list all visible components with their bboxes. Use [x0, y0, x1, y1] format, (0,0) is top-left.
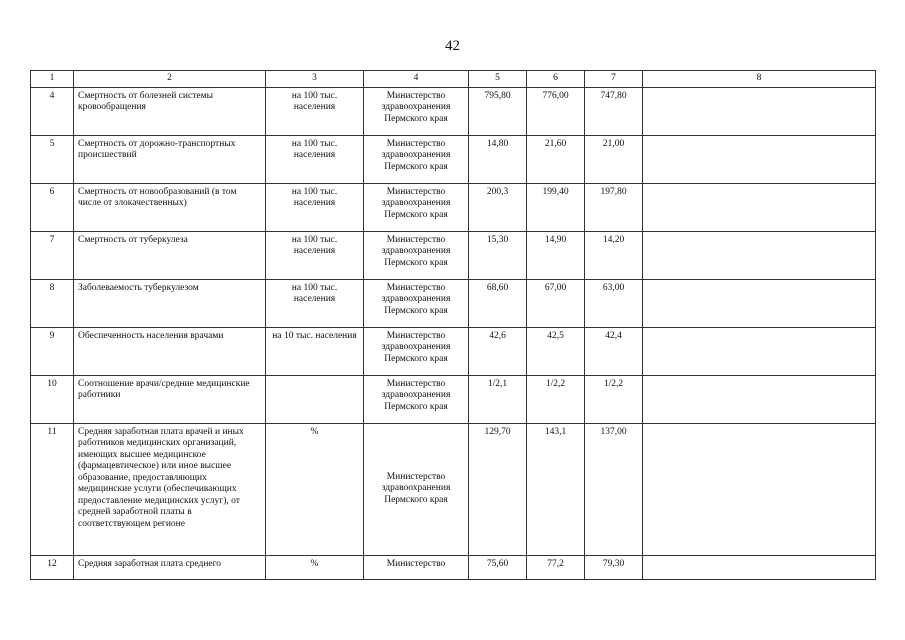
- col-header-4: 4: [364, 71, 469, 88]
- indicator-name: Смертность от дорожно-транспортных происшествий: [74, 135, 266, 183]
- value-col5: 129,70: [469, 423, 527, 555]
- row-number: 5: [31, 135, 74, 183]
- value-col5: 15,30: [469, 231, 527, 279]
- value-col7: 1/2,2: [585, 375, 643, 423]
- value-col7: 42,4: [585, 327, 643, 375]
- value-col6: 14,90: [527, 231, 585, 279]
- note-cell: [643, 423, 876, 555]
- value-col6: 1/2,2: [527, 375, 585, 423]
- table-row: [31, 327, 876, 375]
- col-header-3: 3: [266, 71, 364, 88]
- indicator-name: Средняя заработная плата врачей и иных работников медицинских организаций, имеющих высшее медицинское (фармацевтическое) или иное высшее образование, предоставляющих медицинские услуги (обеспечивающих предоставление медицинских услуг), от средней заработной платы в соответствующем регионе: [74, 423, 266, 555]
- row-number: 7: [31, 231, 74, 279]
- table-row: [31, 183, 876, 231]
- unit-cell: %: [266, 423, 364, 555]
- responsible-org: Министерство: [364, 555, 469, 579]
- row-number: 4: [31, 87, 74, 135]
- note-cell: [643, 555, 876, 579]
- responsible-org: Министерство здравоохранения Пермского края: [364, 231, 469, 279]
- value-col7: 747,80: [585, 87, 643, 135]
- value-col5: 1/2,1: [469, 375, 527, 423]
- responsible-org: Министерство здравоохранения Пермского края: [364, 183, 469, 231]
- row-number: 8: [31, 279, 74, 327]
- value-col5: 200,3: [469, 183, 527, 231]
- table-row: [31, 87, 876, 135]
- note-cell: [643, 135, 876, 183]
- unit-cell: на 100 тыс. населения: [266, 87, 364, 135]
- value-col6: 67,00: [527, 279, 585, 327]
- table-row: [31, 279, 876, 327]
- value-col7: 79,30: [585, 555, 643, 579]
- value-col6: 143,1: [527, 423, 585, 555]
- value-col6: 21,60: [527, 135, 585, 183]
- note-cell: [643, 183, 876, 231]
- unit-cell: на 100 тыс. населения: [266, 279, 364, 327]
- page-number: 42: [445, 38, 460, 54]
- value-col5: 14,80: [469, 135, 527, 183]
- unit-cell: %: [266, 555, 364, 579]
- header-row: [31, 71, 876, 88]
- col-header-7: 7: [585, 71, 643, 88]
- note-cell: [643, 231, 876, 279]
- table-row: [31, 375, 876, 423]
- table-row: [31, 135, 876, 183]
- value-col6: 77,2: [527, 555, 585, 579]
- value-col6: 199,40: [527, 183, 585, 231]
- unit-cell: [266, 375, 364, 423]
- table-row: [31, 231, 876, 279]
- unit-cell: на 100 тыс. населения: [266, 231, 364, 279]
- note-cell: [643, 375, 876, 423]
- indicator-name: Смертность от новообразований (в том числе от злокачественных): [74, 183, 266, 231]
- indicator-name: Соотношение врачи/средние медицинские работники: [74, 375, 266, 423]
- indicator-name: Обеспеченность населения врачами: [74, 327, 266, 375]
- responsible-org: Министерство здравоохранения Пермского края: [364, 279, 469, 327]
- row-number: 11: [31, 423, 74, 555]
- value-col7: 197,80: [585, 183, 643, 231]
- value-col6: 42,5: [527, 327, 585, 375]
- row-number: 9: [31, 327, 74, 375]
- value-col7: 14,20: [585, 231, 643, 279]
- table-row: [31, 423, 876, 555]
- note-cell: [643, 279, 876, 327]
- col-header-1: 1: [31, 71, 74, 88]
- col-header-8: 8: [643, 71, 876, 88]
- note-cell: [643, 87, 876, 135]
- value-col6: 776,00: [527, 87, 585, 135]
- value-col5: 42,6: [469, 327, 527, 375]
- responsible-org: Министерство здравоохранения Пермского края: [364, 375, 469, 423]
- row-number: 10: [31, 375, 74, 423]
- responsible-org: Министерство здравоохранения Пермского края: [364, 135, 469, 183]
- row-number: 6: [31, 183, 74, 231]
- value-col5: 75,60: [469, 555, 527, 579]
- indicator-name: Смертность от туберкулеза: [74, 231, 266, 279]
- row-number: 12: [31, 555, 74, 579]
- col-header-2: 2: [74, 71, 266, 88]
- value-col5: 68,60: [469, 279, 527, 327]
- indicators-table: [30, 70, 876, 580]
- responsible-org: Министерство здравоохранения Пермского края: [364, 423, 469, 555]
- note-cell: [643, 327, 876, 375]
- responsible-org: Министерство здравоохранения Пермского края: [364, 87, 469, 135]
- indicator-name: Смертность от болезней системы кровообращения: [74, 87, 266, 135]
- indicator-name: Заболеваемость туберкулезом: [74, 279, 266, 327]
- col-header-6: 6: [527, 71, 585, 88]
- responsible-org: Министерство здравоохранения Пермского края: [364, 327, 469, 375]
- value-col5: 795,80: [469, 87, 527, 135]
- indicator-name: Средняя заработная плата среднего: [74, 555, 266, 579]
- col-header-5: 5: [469, 71, 527, 88]
- unit-cell: на 100 тыс. населения: [266, 135, 364, 183]
- unit-cell: на 100 тыс. населения: [266, 183, 364, 231]
- value-col7: 21,00: [585, 135, 643, 183]
- unit-cell: на 10 тыс. населения: [266, 327, 364, 375]
- value-col7: 63,00: [585, 279, 643, 327]
- value-col7: 137,00: [585, 423, 643, 555]
- table-row: [31, 555, 876, 579]
